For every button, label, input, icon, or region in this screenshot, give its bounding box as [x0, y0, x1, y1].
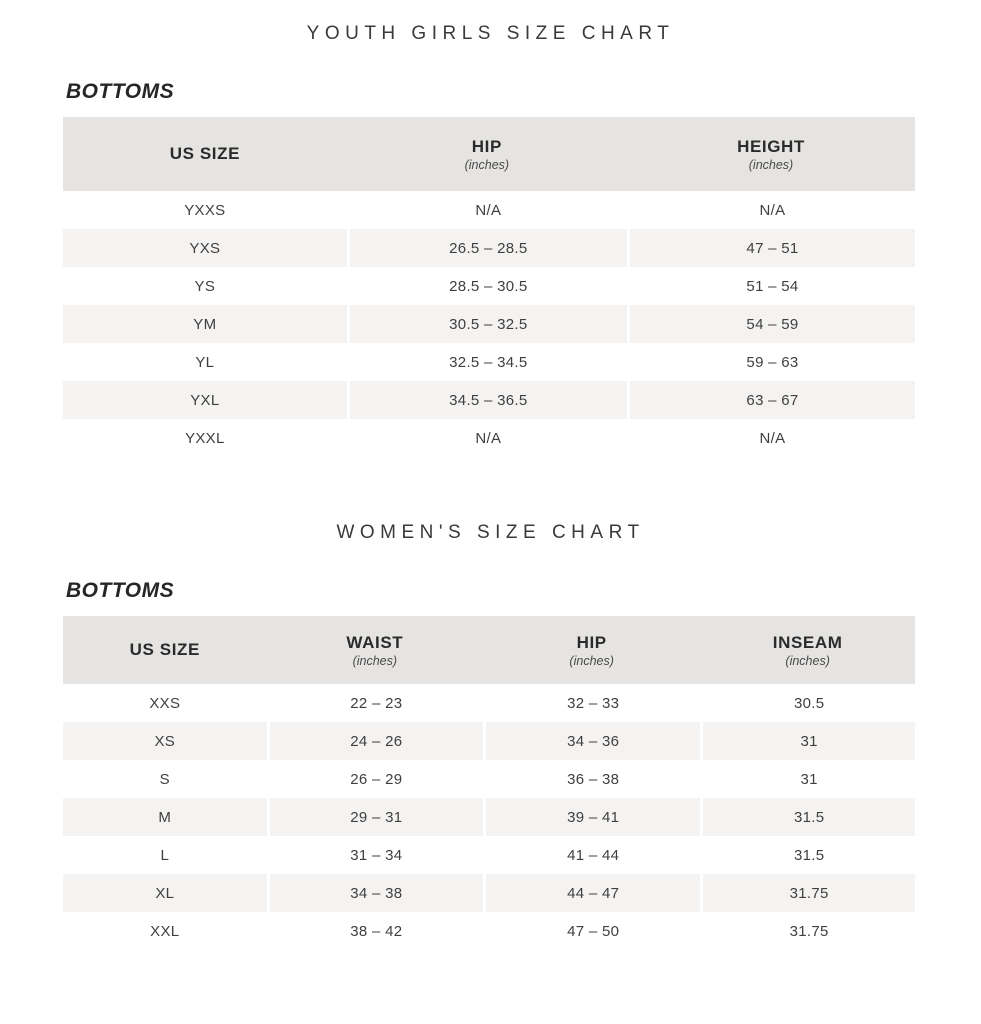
- value-cell: 31: [800, 770, 818, 788]
- column-unit: (inches): [464, 157, 510, 172]
- size-cell: YXXS: [184, 201, 226, 219]
- value-cell: 32.5 – 34.5: [449, 353, 528, 371]
- value-cell: 59 – 63: [746, 353, 799, 371]
- size-cell: M: [63, 798, 267, 836]
- column-label: US SIZE: [169, 144, 241, 163]
- table-row: [63, 912, 915, 950]
- value-cell: 41 – 44: [567, 846, 620, 864]
- column-label: INSEAM: [772, 632, 843, 652]
- column-header-inseam: [700, 616, 915, 684]
- youth-girls-section: [0, 22, 981, 457]
- table-row: [63, 191, 915, 229]
- table-row: [63, 419, 915, 457]
- value-cell: 28.5 – 30.5: [449, 277, 528, 295]
- value-cell: 31.5: [700, 798, 915, 836]
- value-cell: 36 – 38: [567, 770, 620, 788]
- table-row: [63, 722, 915, 760]
- column-unit: (inches): [569, 653, 614, 668]
- table-row: [63, 684, 915, 722]
- size-cell: L: [160, 846, 170, 864]
- column-header-hip: [483, 616, 700, 684]
- column-header-us-size: [63, 117, 347, 191]
- value-cell: 31 – 34: [350, 846, 403, 864]
- value-cell: 51 – 54: [746, 277, 799, 295]
- value-cell: 34 – 36: [483, 722, 700, 760]
- womens-section: [0, 521, 981, 950]
- header-row: [63, 616, 915, 684]
- value-cell: 44 – 47: [483, 874, 700, 912]
- table-header: [63, 616, 915, 684]
- value-cell: 63 – 67: [627, 381, 915, 419]
- value-cell: 47 – 50: [567, 922, 620, 940]
- table-row: [63, 874, 915, 912]
- table-row: [63, 760, 915, 798]
- value-cell: 39 – 41: [483, 798, 700, 836]
- value-cell: 31.75: [700, 874, 915, 912]
- table-row: [63, 343, 915, 381]
- youth-bottoms-label: BOTTOMS: [66, 80, 175, 103]
- value-cell: N/A: [475, 201, 502, 219]
- size-cell: XS: [63, 722, 267, 760]
- value-cell: 38 – 42: [350, 922, 403, 940]
- size-cell: XXS: [149, 694, 181, 712]
- value-cell: 26.5 – 28.5: [347, 229, 627, 267]
- column-label: WAIST: [346, 632, 404, 652]
- value-cell: 31.75: [789, 922, 829, 940]
- value-cell: 34 – 38: [267, 874, 483, 912]
- table-row: [63, 381, 915, 419]
- value-cell: 30.5: [793, 694, 825, 712]
- size-cell: YXL: [63, 381, 347, 419]
- column-label: US SIZE: [129, 640, 200, 659]
- youth-girls-chart-title: YOUTH GIRLS SIZE CHART: [306, 23, 675, 44]
- value-cell: 32 – 33: [567, 694, 620, 712]
- table-header: [63, 117, 915, 191]
- womens-bottoms-label: BOTTOMS: [66, 579, 175, 602]
- header-row: [63, 117, 915, 191]
- value-cell: N/A: [759, 201, 786, 219]
- value-cell: 34.5 – 36.5: [347, 381, 627, 419]
- value-cell: N/A: [475, 429, 502, 447]
- value-cell: 24 – 26: [267, 722, 483, 760]
- youth-girls-size-table: [63, 117, 915, 457]
- value-cell: 22 – 23: [350, 694, 403, 712]
- size-cell: YM: [63, 305, 347, 343]
- value-cell: 26 – 29: [350, 770, 403, 788]
- size-cell: S: [159, 770, 170, 788]
- table-row: [63, 267, 915, 305]
- table-row: [63, 798, 915, 836]
- value-cell: 54 – 59: [627, 305, 915, 343]
- womens-chart-title: WOMEN'S SIZE CHART: [336, 522, 645, 543]
- size-cell: XL: [63, 874, 267, 912]
- column-header-us-size: [63, 616, 267, 684]
- column-header-hip: [347, 117, 627, 191]
- womens-size-table: [63, 616, 915, 950]
- column-label: HIP: [576, 632, 607, 652]
- size-cell: YL: [195, 353, 215, 371]
- table-row: [63, 229, 915, 267]
- table-row: [63, 836, 915, 874]
- column-header-height: [627, 117, 915, 191]
- value-cell: 31: [700, 722, 915, 760]
- size-cell: YS: [194, 277, 216, 295]
- value-cell: 30.5 – 32.5: [347, 305, 627, 343]
- column-label: HEIGHT: [737, 136, 805, 156]
- column-unit: (inches): [785, 653, 830, 668]
- column-unit: (inches): [352, 653, 398, 668]
- value-cell: 31.5: [793, 846, 825, 864]
- size-cell: YXS: [63, 229, 347, 267]
- column-label: HIP: [471, 136, 502, 156]
- column-unit: (inches): [748, 157, 794, 172]
- value-cell: N/A: [759, 429, 786, 447]
- value-cell: 29 – 31: [267, 798, 483, 836]
- table-row: [63, 305, 915, 343]
- size-cell: YXXL: [185, 429, 225, 447]
- column-header-waist: [267, 616, 483, 684]
- value-cell: 47 – 51: [627, 229, 915, 267]
- size-cell: XXL: [150, 922, 180, 940]
